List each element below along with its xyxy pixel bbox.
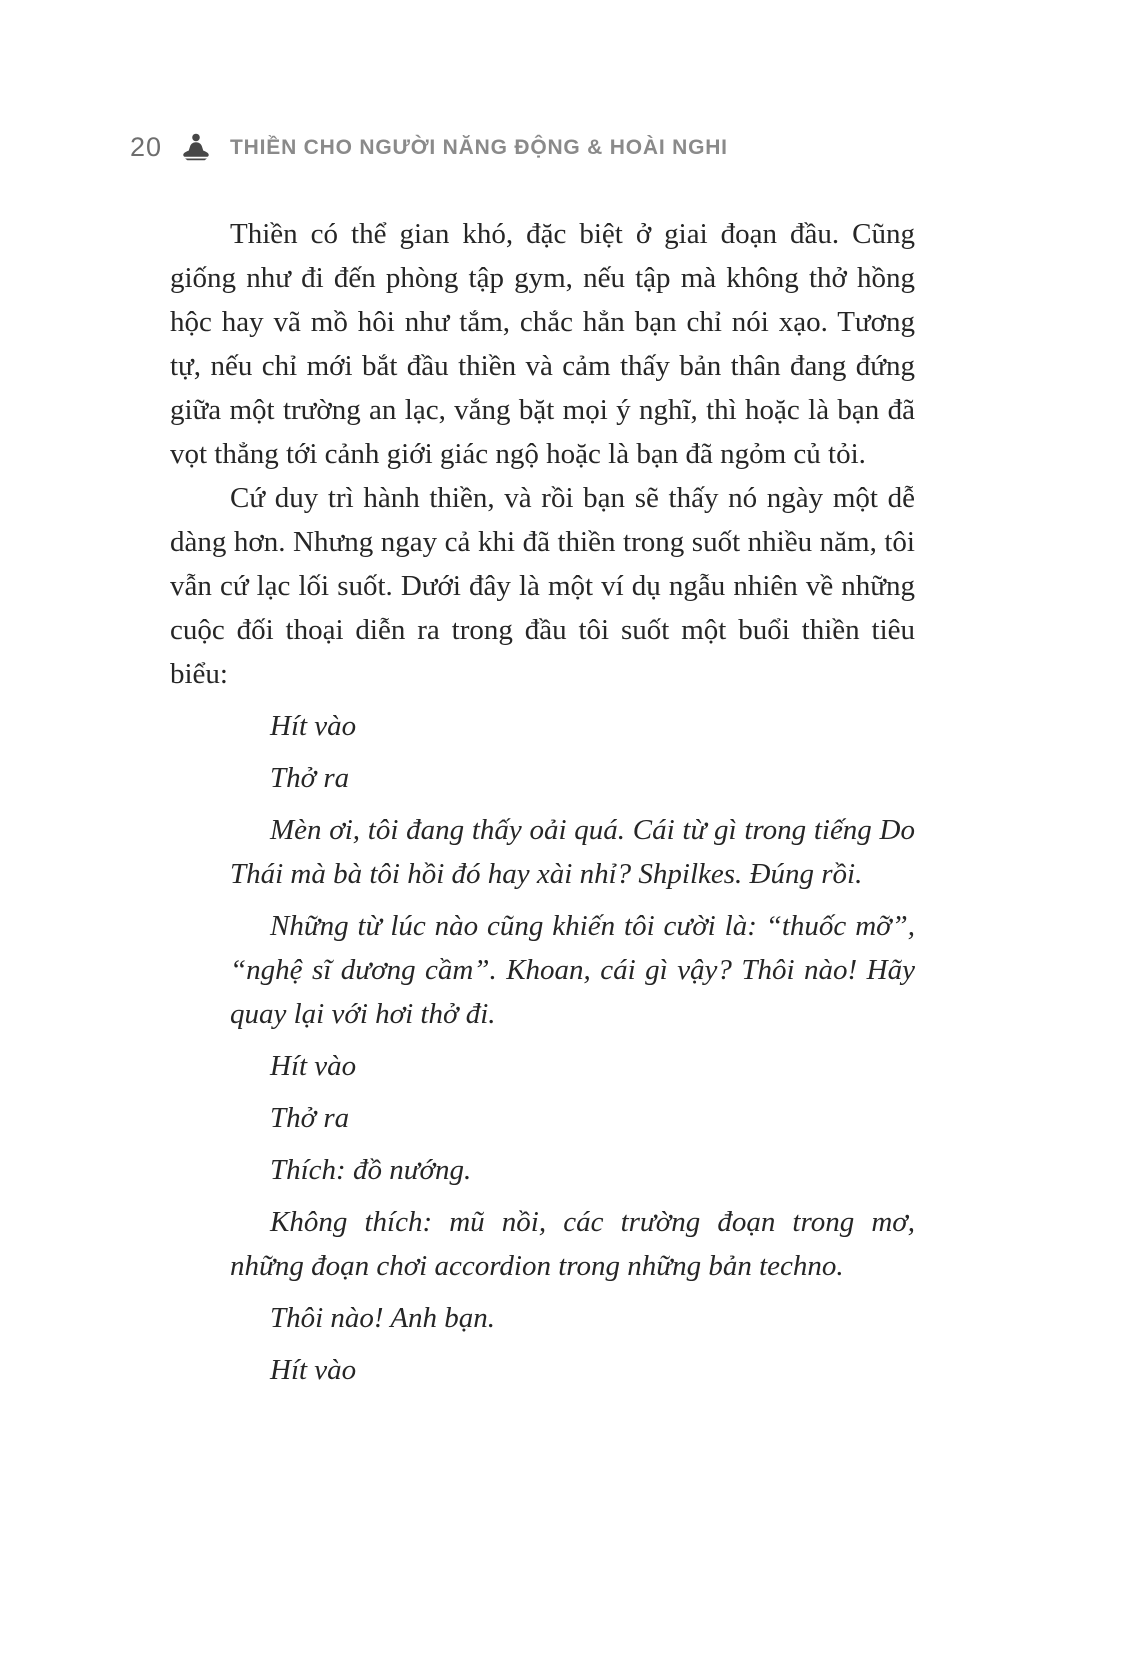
inner-monologue: Thở ra	[270, 1102, 350, 1134]
inner-monologue: Thích: đồ nướng.	[270, 1154, 472, 1186]
inner-monologue: Thở ra	[270, 762, 350, 794]
paragraph: Cứ duy trì hành thiền, và rồi bạn sẽ thấy nó ngày một dễ dàng hơn. Nhưng ngay cả khi đã thiền trong suốt nhiều năm, tôi vẫn cứ lạc lối suốt. Dưới đây là một ví dụ ngẫu nhiên về những cuộc đối thoại diễn ra trong đầu tôi suốt một buổi thiền tiêu biểu:	[170, 482, 915, 690]
inner-monologue: Thôi nào! Anh bạn.	[270, 1302, 496, 1334]
inner-monologue: Không thích: mũ nồi, các trường đoạn trong mơ, những đoạn chơi accordion trong những bản techno.	[230, 1206, 915, 1282]
inner-monologue: Hít vào	[270, 1050, 357, 1082]
inner-monologue: Những từ lúc nào cũng khiến tôi cười là: “thuốc mỡ”, “nghệ sĩ dương cầm”. Khoan, cái gì vậy? Thôi nào! Hãy quay lại với hơi thở đi.	[230, 910, 915, 1030]
book-title: THIỀN CHO NGƯỜI NĂNG ĐỘNG & HOÀI NGHI	[230, 135, 728, 159]
page-header	[130, 132, 915, 162]
meditation-icon	[178, 132, 214, 162]
inner-monologue: Mèn ơi, tôi đang thấy oải quá. Cái từ gì trong tiếng Do Thái mà bà tôi hồi đó hay xài nhỉ? Shpilkes. Đúng rồi.	[230, 814, 915, 890]
page-number: 20	[130, 131, 163, 162]
inner-monologue: Hít vào	[270, 1354, 357, 1386]
page-body	[170, 212, 915, 1392]
inner-monologue: Hít vào	[270, 710, 357, 742]
paragraph: Thiền có thể gian khó, đặc biệt ở giai đoạn đầu. Cũng giống như đi đến phòng tập gym, nếu tập mà không thở hồng hộc hay vã mồ hôi như tắm, chắc hẳn bạn chỉ nói xạo. Tương tự, nếu chỉ mới bắt đầu thiền và cảm thấy bản thân đang đứng giữa một trường an lạc, vắng bặt mọi ý nghĩ, thì hoặc là bạn đã vọt thẳng tới cảnh giới giác ngộ hoặc là bạn đã ngỏm củ tỏi.	[170, 218, 915, 470]
